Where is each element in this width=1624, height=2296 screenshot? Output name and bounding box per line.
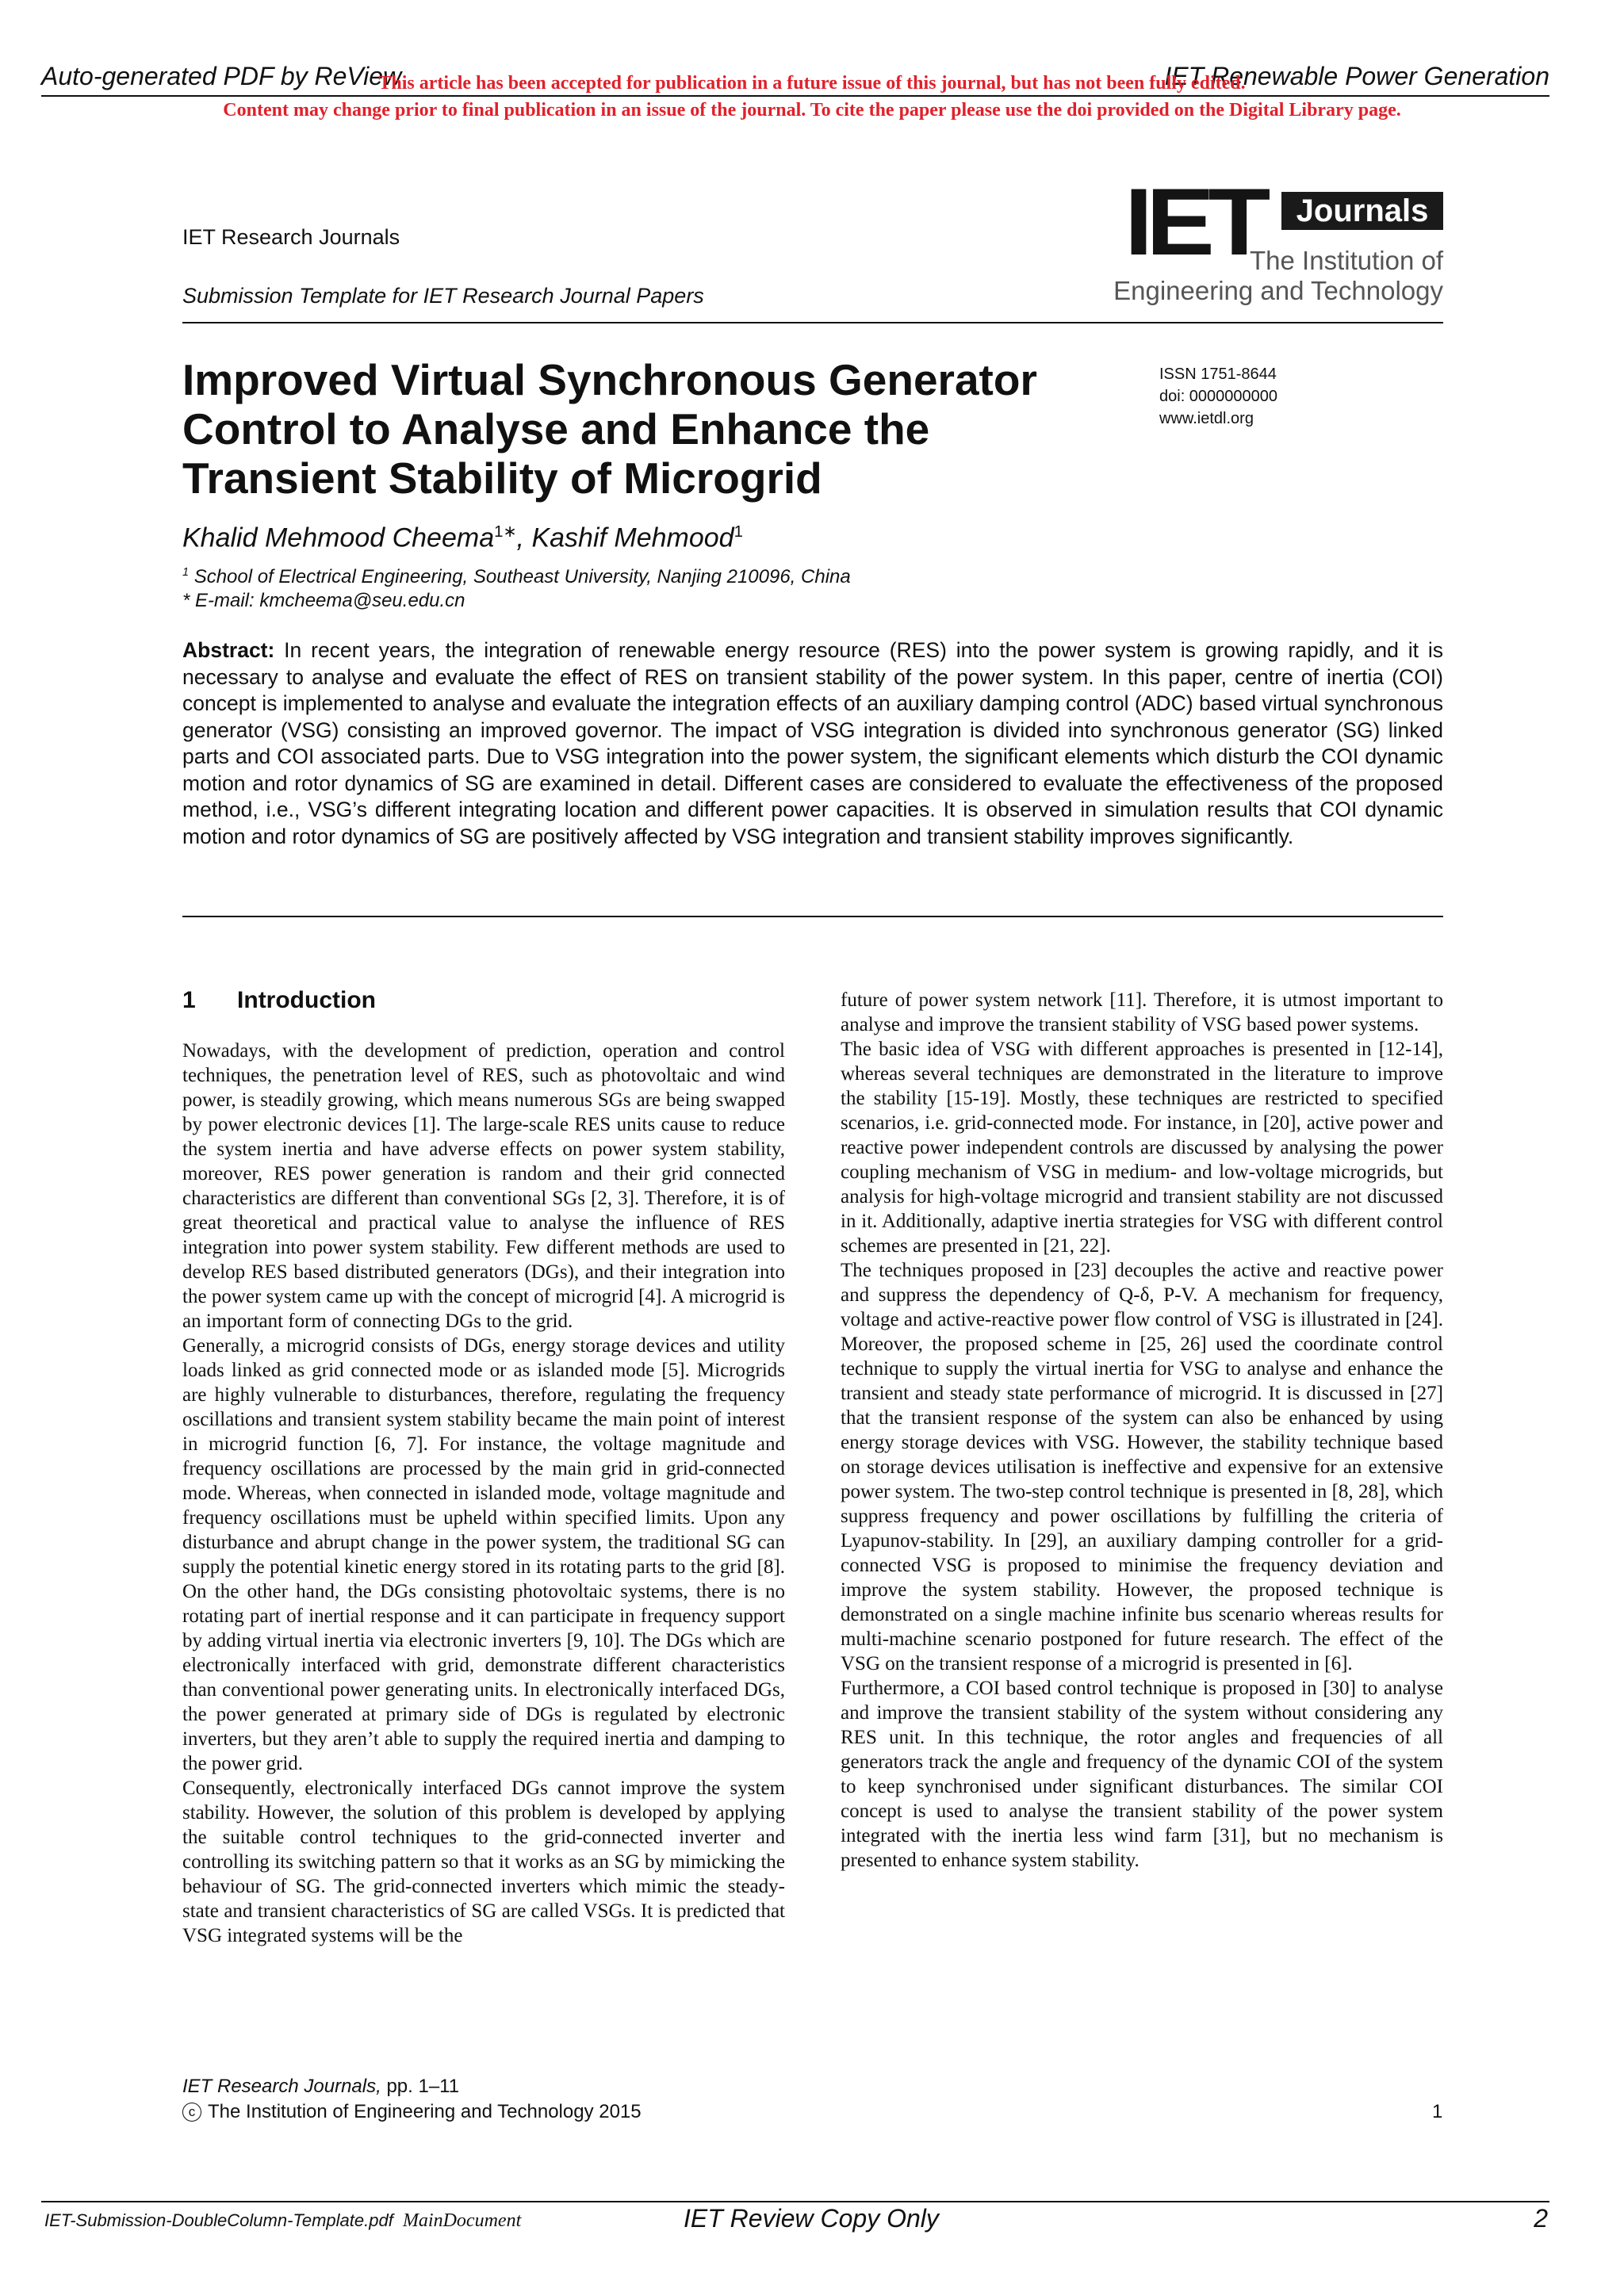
section-title: Introduction xyxy=(237,987,376,1013)
page-number: 1 xyxy=(1432,2101,1443,2122)
section-number: 1 xyxy=(182,987,196,1013)
author-2: Kashif Mehmood xyxy=(531,522,734,553)
paragraph: future of power system network [11]. Therefore, it is utmost important to analyse and improve the transient stability of VSG based power systems. xyxy=(841,989,1443,1035)
journals-badge: Journals xyxy=(1281,192,1443,230)
author-separator: , xyxy=(516,522,532,553)
review-footer-rule xyxy=(41,2201,1549,2202)
left-column xyxy=(182,1039,785,1948)
footer-journal-name: IET Research Journals, xyxy=(182,2076,381,2097)
corresponding-email: * E-mail: kmcheema@seu.edu.cn xyxy=(182,590,465,611)
doi: doi: 0000000000 xyxy=(1159,388,1278,405)
page-footer-copyright xyxy=(182,2101,642,2123)
paragraph: Consequently, electronically interfaced DGs cannot improve the system stability. However, the solution of this problem is developed by applying the suitable control techniques to the grid-connected inverter and controlling its switching pattern so that it works as an SG by mimicking the behaviour of SG. The grid-connected inverters which mimic the steady-state and transient characteristics of SG are called VSGs. It is predicted that VSG integrated systems will be the xyxy=(182,1777,785,1946)
paper-title xyxy=(182,355,1094,503)
section-heading xyxy=(182,987,376,1014)
abstract-label: Abstract: xyxy=(182,638,275,662)
title-line-1: Improved Virtual Synchronous Generator xyxy=(182,355,1037,404)
abstract-rule xyxy=(182,916,1443,917)
review-footer-center: IET Review Copy Only xyxy=(684,2204,939,2233)
copyright-icon: c xyxy=(182,2103,201,2122)
paragraph: The techniques proposed in [23] decouples the active and reactive power and suppress the dependency of Q-δ, P-V. A mechanism for frequency, voltage and active-reactive power flow control of VSG is illustrated in [24]. Moreover, the proposed scheme in [25, 26] used the coordinate control technique to supply the virtual inertia for VSG to analyse and enhance the transient and steady state performance of microgrid. It is discussed in [27] that the transient response of the system can also be enhanced by using energy storage devices with VSG. However, the stability technique based on storage devices utilisation is ineffective and expensive for an extensive power system. The two-step control technique is presented in [8, 28], which suppress frequency and power oscillations by fulfilling the criteria of Lyapunov-stability. In [29], an auxiliary damping controller for a grid-connected VSG is proposed to minimise the frequency deviation and improve the system stability. However, the proposed technique is demonstrated on a single machine infinite bus scenario whereas results for multi-machine scenario postponed for future research. The effect of the VSG on the transient response of a microgrid is presented in [6]. xyxy=(841,1260,1443,1674)
review-footer-file xyxy=(44,2210,521,2232)
abstract-text: In recent years, the integration of renewable energy resource (RES) into the power system is growing rapidly, and it is necessary to analyse and evaluate the effect of RES on transient stability of the power system. In this paper, centre of inertia (COI) concept is implemented to analyse and evaluate the integration effects of an auxiliary damping control (ADC) based virtual synchronous generator (VSG) consisting an improved governor. The impact of VSG integration is divided into synchronous generator (SG) linked parts and COI associated parts. Due to VSG integration into the power system, the significant elements which disturb the COI dynamic motion and rotor dynamics of SG are examined in detail. Different cases are considered to evaluate the effectiveness of the proposed method, i.e., VSG’s different integrating location and different power capacities. It is observed in simulation results that COI dynamic motion and rotor dynamics of SG are positively affected by VSG integration and transient stability improves significantly. xyxy=(182,638,1443,848)
paragraph: Generally, a microgrid consists of DGs, energy storage devices and utility loads linked as grid connected mode or as islanded mode [5]. Microgrids are highly vulnerable to disturbances, therefore, regulating the frequency oscillations and transient system stability became the main point of interest in microgrid function [6, 7]. For instance, the voltage magnitude and frequency oscillations are processed by the main grid in grid-connected mode. Whereas, when connected in islanded mode, voltage magnitude and frequency oscillations must be upheld within specified limits. Upon any disturbance and abrupt change in the power system, the traditional SG can supply the potential kinetic energy stored in its rotating parts to the grid [8]. On the other hand, the DGs consisting photovoltaic systems, there is no rotating part of inertial response and it can participate in frequency support by adding virtual inertia via electronic inverters [9, 10]. The DGs which are electronically interfaced with grid, demonstrate different characteristics than conventional power generating units. In electronically interfaced DGs, the power generated at primary side of DGs is regulated by electronic inverters, but they aren’t able to supply the required inertia and damping to the power grid. xyxy=(182,1335,785,1774)
publication-notice-line2: Content may change prior to final publication in an issue of the journal. To cite the paper please use the doi provided on the Digital Library page. xyxy=(223,100,1401,121)
website-link[interactable]: www.ietdl.org xyxy=(1159,410,1254,427)
author-2-affil: 1 xyxy=(733,523,743,541)
abstract xyxy=(182,637,1443,850)
affiliation xyxy=(182,566,851,588)
header-rule xyxy=(182,322,1443,323)
publication-notice-line1: This article has been accepted for publication in a future issue of this journal, but has not been fully edited. xyxy=(378,73,1246,94)
issn-block xyxy=(1159,363,1277,430)
template-name: Submission Template for IET Research Journal Papers xyxy=(182,284,704,308)
affiliation-sup: 1 xyxy=(182,566,190,579)
copyright-text: The Institution of Engineering and Technology 2015 xyxy=(208,2101,642,2122)
institution-line2: Engineering and Technology xyxy=(1113,276,1443,305)
review-header-left: Auto-generated PDF by ReView xyxy=(41,62,402,90)
review-header-rule xyxy=(41,95,1549,97)
iet-logo-letters: IET xyxy=(1124,169,1264,275)
title-line-3: Transient Stability of Microgrid xyxy=(182,453,822,503)
issn: ISSN 1751-8644 xyxy=(1159,365,1277,383)
paragraph: The basic idea of VSG with different approaches is presented in [12-14], whereas several techniques are demonstrated in the literature to improve the stability [15-19]. Mostly, these techniques are restricted to specified scenarios, i.e. grid-connected mode. For instance, in [20], active power and reactive power independent controls are discussed by analysing the power coupling mechanism of VSG in medium- and low-voltage microgrids, but analysis for high-voltage microgrid and transient stability are not discussed in it. Additionally, adaptive inertia strategies for VSG with different control schemes are presented in [21, 22]. xyxy=(841,1039,1443,1257)
review-footer-page: 2 xyxy=(1534,2204,1548,2233)
paragraph: Nowadays, with the development of prediction, operation and control techniques, the penetration level of RES, such as photovoltaic and wind power, is steadily growing, which means numerous SGs are being swapped by power electronic devices [1]. The large-scale RES units cause to reduce the system inertia and have adverse effects on power system stability, moreover, RES power generation is random and their grid connected characteristics are different than conventional SGs [2, 3]. Therefore, it is of great theoretical and practical value to analyse the influence of RES integration into power system stability. Few different methods are used to develop RES based distributed generators (DGs), and their integration into the power system came up with the concept of microgrid [4]. A microgrid is an important form of connecting DGs to the grid. xyxy=(182,1040,785,1332)
institution-line1: The Institution of xyxy=(1250,246,1443,275)
review-header-right: IET Renewable Power Generation xyxy=(1164,62,1549,90)
author-1: Khalid Mehmood Cheema xyxy=(182,522,495,553)
title-line-2: Control to Analyse and Enhance the xyxy=(182,404,930,453)
page-footer-journal xyxy=(182,2076,459,2098)
affiliation-text: School of Electrical Engineering, Southeast University, Nanjing 210096, China xyxy=(193,566,851,587)
iet-logo xyxy=(1113,169,1443,308)
paragraph: Furthermore, a COI based control technique is proposed in [30] to analyse and improve the transient stability of the system without considering any RES unit. In this technique, the rotor angles and frequencies of all generators track the angle and frequency of the dynamic COI of the system to keep synchronised under significant disturbances. The similar COI concept is used to analyse the transient stability of the power system integrated with the inertia less wind farm [31], but no mechanism is presented to enhance system stability. xyxy=(841,1678,1443,1871)
authors xyxy=(182,522,743,553)
right-column xyxy=(841,988,1443,1873)
footer-file-name: IET-Submission-DoubleColumn-Template.pdf xyxy=(44,2210,393,2230)
author-1-affil: 1∗ xyxy=(494,523,517,541)
journal-name: IET Research Journals xyxy=(182,225,400,249)
footer-pages: pp. 1–11 xyxy=(381,2076,460,2097)
footer-doc-name: MainDocument xyxy=(402,2210,522,2231)
